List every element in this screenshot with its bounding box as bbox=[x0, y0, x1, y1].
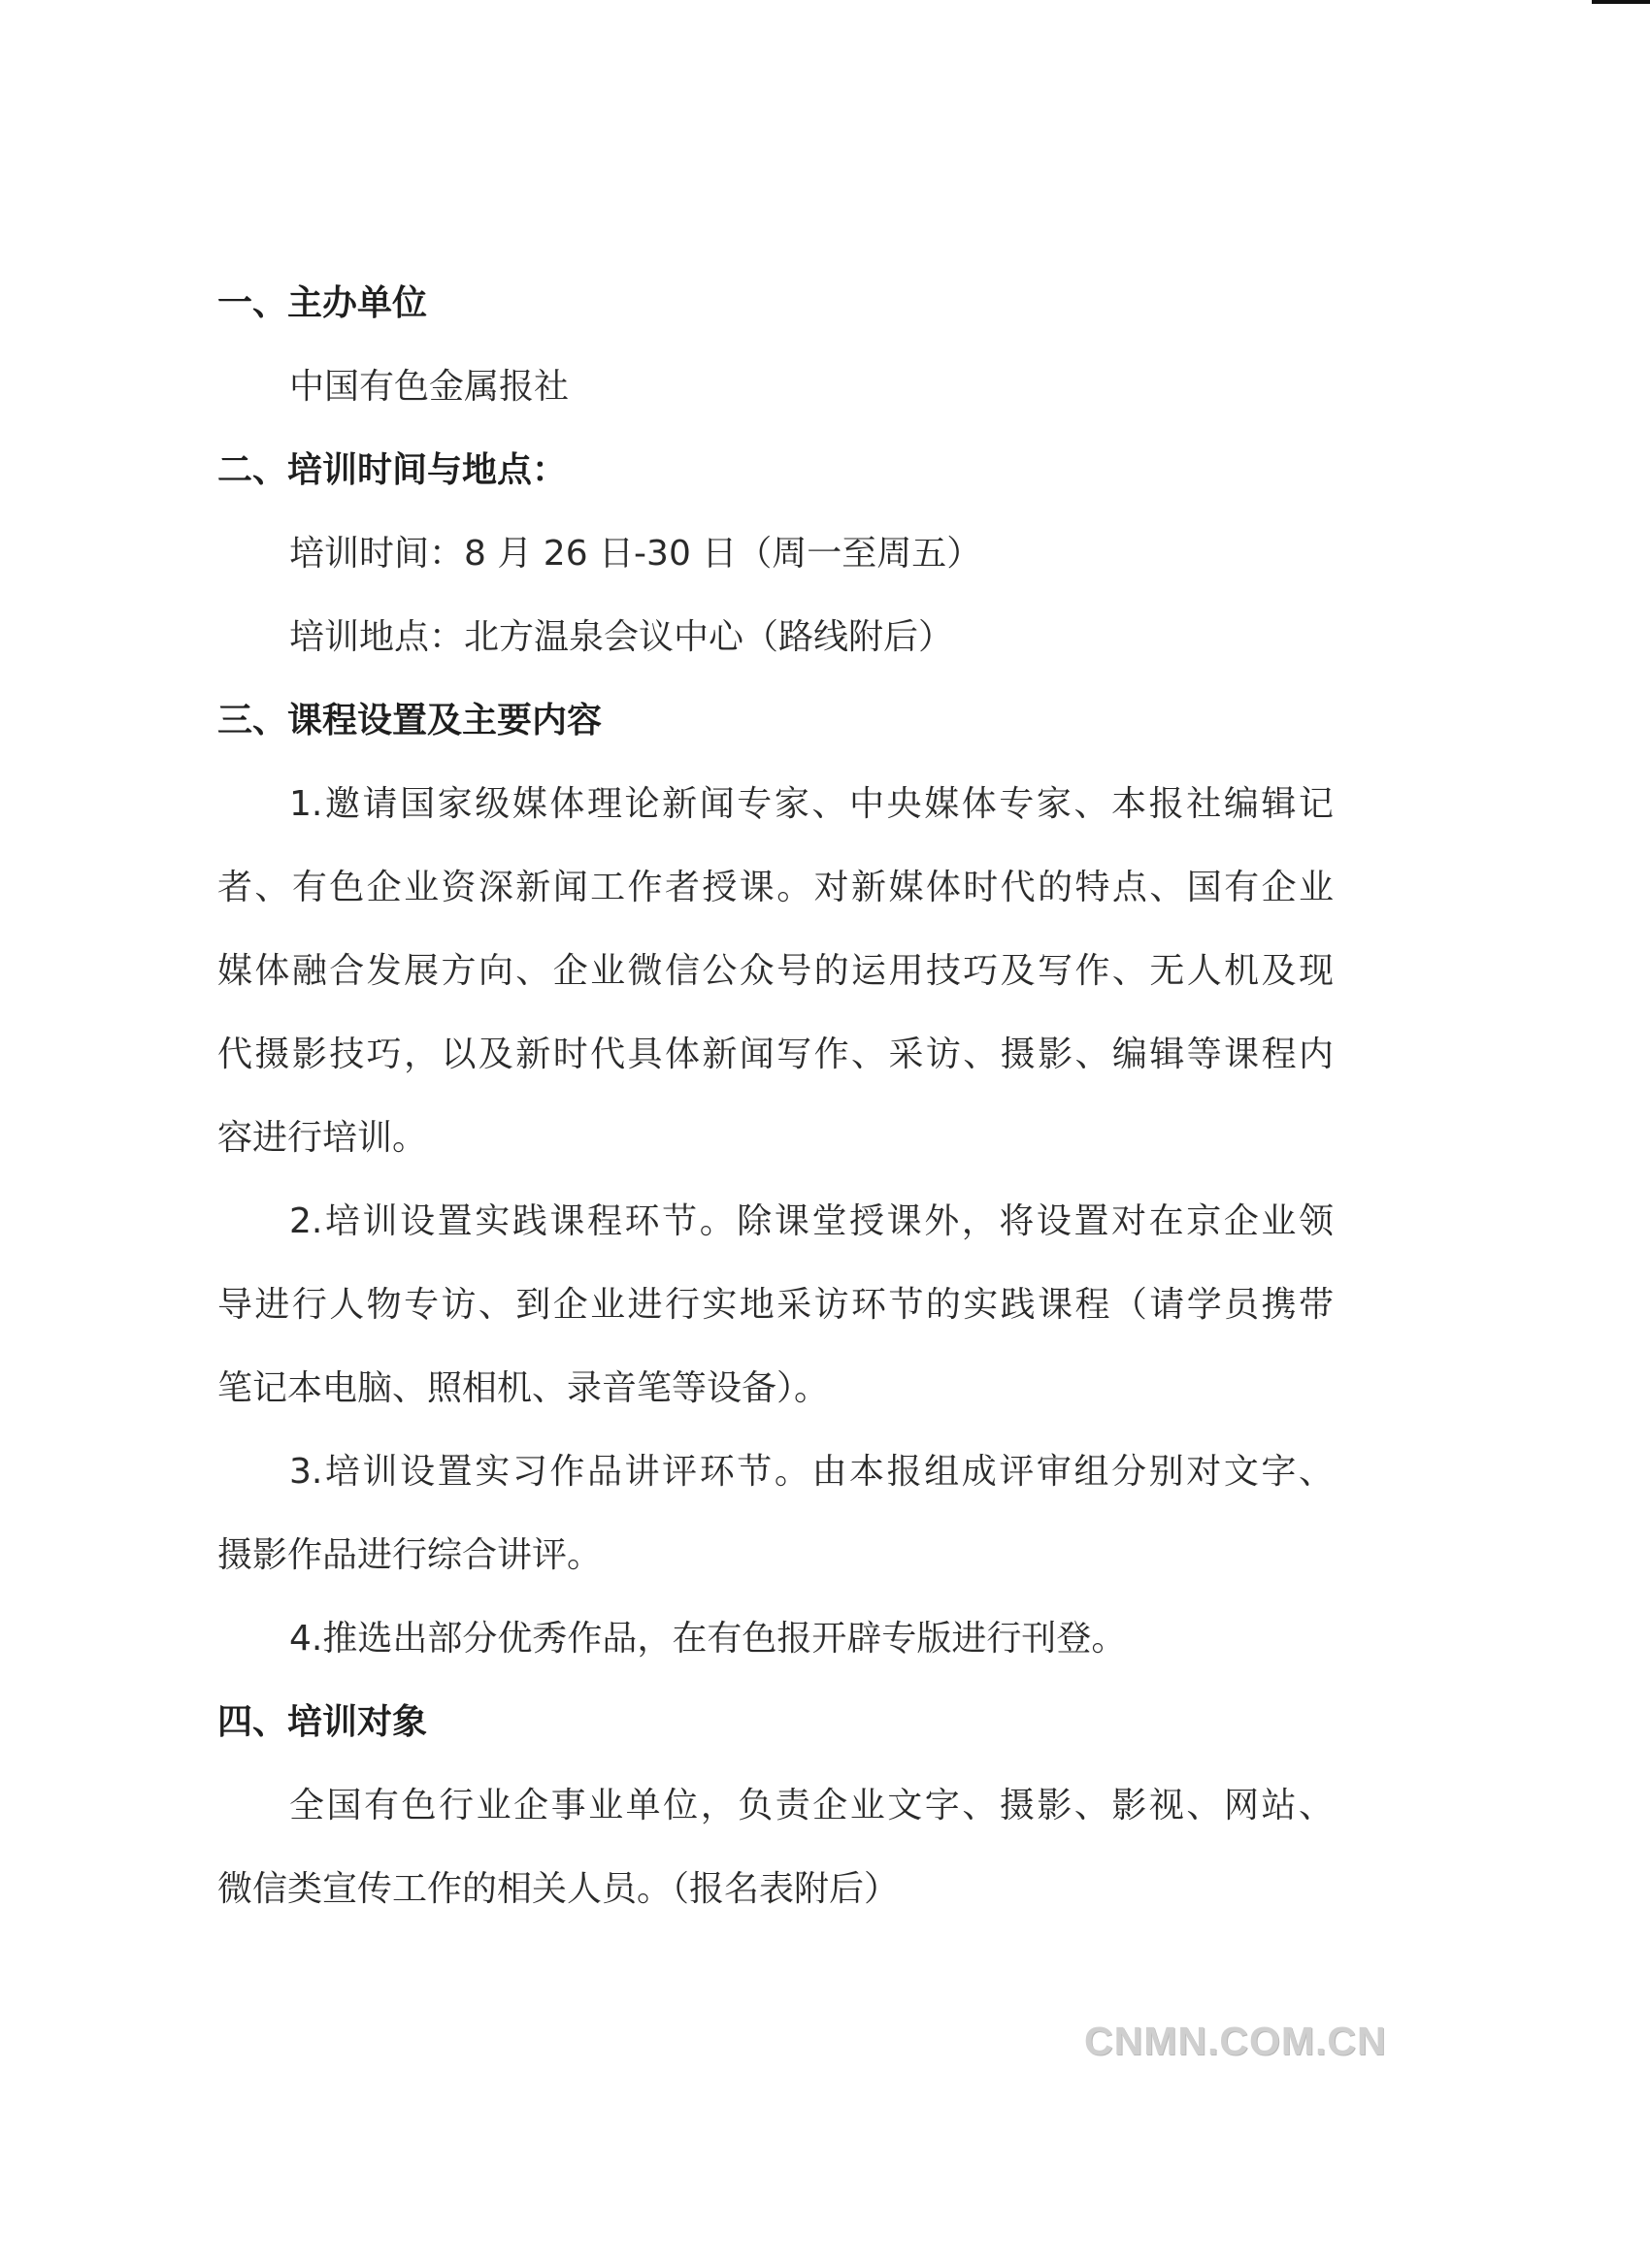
document-body bbox=[217, 262, 1334, 1931]
section-heading-time-place: 二、培训时间与地点： bbox=[217, 450, 568, 490]
section-heading-courses: 三、课程设置及主要内容 bbox=[217, 701, 603, 740]
paragraph-line: 微信类宣传工作的相关人员。（报名表附后） bbox=[217, 1869, 900, 1909]
paragraph-line: 导进行人物专访、到企业进行实地采访环节的实践课程（请学员携带 bbox=[217, 1285, 1334, 1325]
watermark-logo: CNMN.COM.CN bbox=[1084, 2019, 1387, 2063]
section-heading-audience: 四、培训对象 bbox=[217, 1702, 428, 1742]
section-heading-organizer: 一、主办单位 bbox=[217, 283, 428, 323]
paragraph-line: 摄影作品进行综合讲评。 bbox=[217, 1535, 603, 1575]
paragraph-line: 1.邀请国家级媒体理论新闻专家、中央媒体专家、本报社编辑记 bbox=[289, 784, 1334, 824]
paragraph-line: 媒体融合发展方向、企业微信公众号的运用技巧及写作、无人机及现 bbox=[217, 951, 1334, 991]
paragraph-line: 者、有色企业资深新闻工作者授课。对新媒体时代的特点、国有企业 bbox=[217, 868, 1334, 907]
paragraph-line: 容进行培训。 bbox=[217, 1118, 428, 1158]
paragraph-line: 4.推选出部分优秀作品，在有色报开辟专版进行刊登。 bbox=[289, 1619, 1127, 1659]
paragraph-line: 3.培训设置实习作品讲评环节。由本报组成评审组分别对文字、 bbox=[289, 1452, 1334, 1492]
training-place: 培训地点：北方温泉会议中心（路线附后） bbox=[289, 617, 954, 657]
paragraph-line: 2.培训设置实践课程环节。除课堂授课外，将设置对在京企业领 bbox=[289, 1201, 1334, 1241]
organizer-name: 中国有色金属报社 bbox=[289, 367, 570, 407]
scan-edge-mark bbox=[1592, 0, 1650, 4]
paragraph-line: 代摄影技巧，以及新时代具体新闻写作、采访、摄影、编辑等课程内 bbox=[217, 1035, 1334, 1074]
paragraph-line: 全国有色行业企事业单位，负责企业文字、摄影、影视、网站、 bbox=[289, 1786, 1334, 1825]
training-time: 培训时间：8 月 26 日-30 日（周一至周五） bbox=[289, 534, 982, 574]
paragraph-line: 笔记本电脑、照相机、录音笔等设备）。 bbox=[217, 1368, 830, 1408]
